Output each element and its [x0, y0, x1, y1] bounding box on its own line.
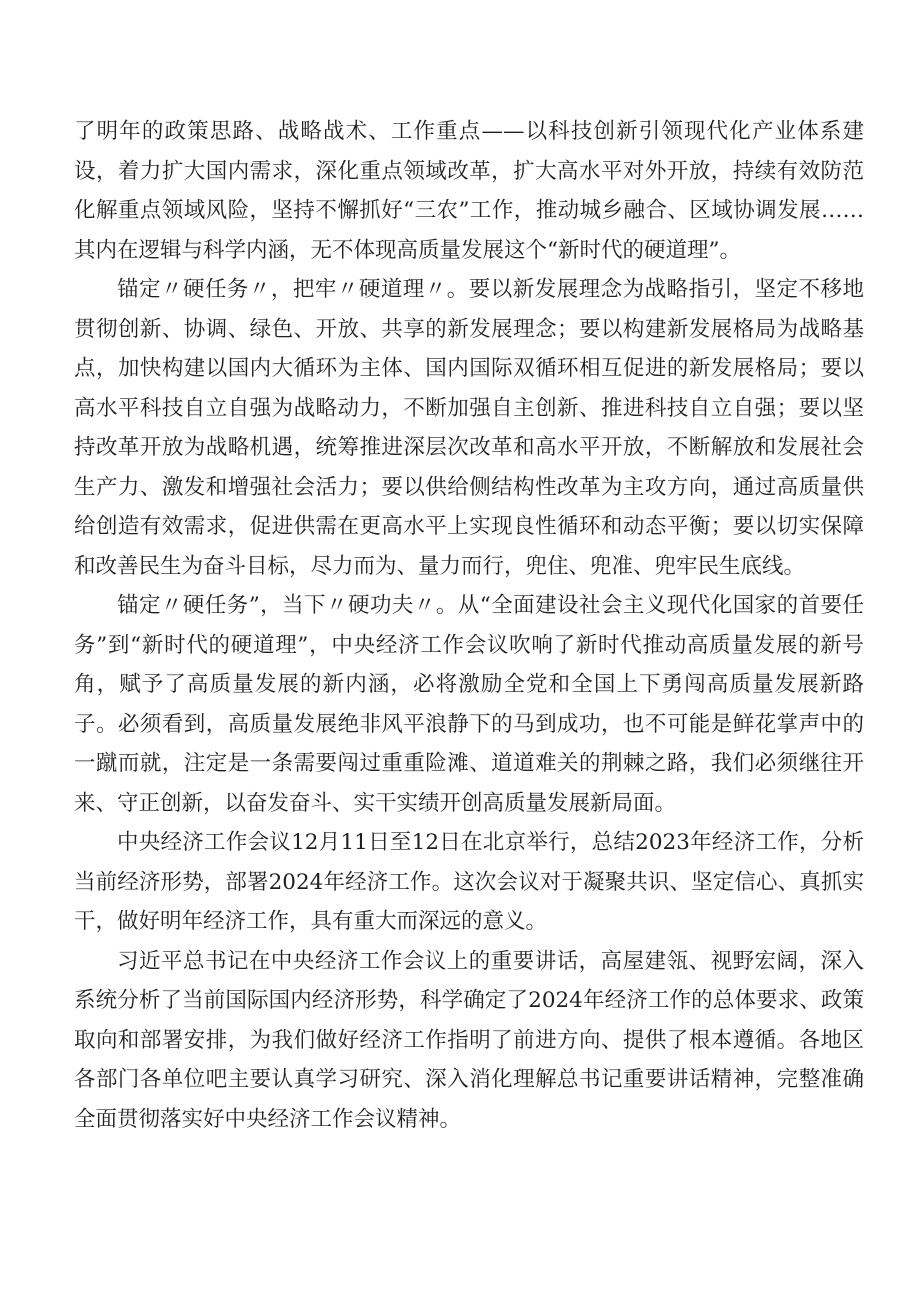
paragraph-hard-work: 锚定〃硬任务”，当下〃硬功夫〃。从“全面建设社会主义现代化国家的首要任务”到“新时代的硬道理”，中央经济工作会议吹响了新时代推动高质量发展的新号角，赋予了高质量发展的新内涵，必将激励全党和全国上下勇闯高质量发展新路子。必须看到，高质量发展绝非风平浪静下的马到成功，也不可能是鲜花掌声中的一蹴而就，注定是一条需要闯过重重险滩、道道难关的荆棘之路，我们必须继往开来、守正创新，以奋发奋斗、实干实绩开创高质量发展新局面。: [74, 593, 864, 816]
paragraph-hard-truth: 锚定〃硬任务〃，把牢〃硬道理〃。要以新发展理念为战略指引，坚定不移地贯彻创新、协调、绿色、开放、共享的新发展理念；要以构建新发展格局为战略基点，加快构建以国内大循环为主体、国内国际双循环相互促进的新发展格局；要以高水平科技自立自强为战略动力，不断加强自主创新、推进科技自立自强；要以坚持改革开放为战略机遇，统筹推进深层次改革和高水平开放，不断解放和发展社会生产力、激发和增强社会活力；要以供给侧结构性改革为主攻方向，通过高质量供给创造有效需求，促进供需在更高水平上实现良性循环和动态平衡；要以切实保障和改善民生为奋斗目标，尽力而为、量力而行，兜住、兜准、兜牢民生底线。: [74, 277, 864, 579]
paragraph-continued: 了明年的政策思路、战略战术、工作重点——以科技创新引领现代化产业体系建设，着力扩大国内需求，深化重点领域改革，扩大高水平对外开放，持续有效防范化解重点领域风险，坚持不懈抓好“三农”工作，推动城乡融合、区域协调发展……其内在逻辑与科学内涵，无不体现高质量发展这个“新时代的硬道理”。: [74, 119, 864, 263]
paragraph-conference-news: 中央经济工作会议12月11日至12日在北京举行，总结2023年经济工作，分析当前经济形势，部署2024年经济工作。这次会议对于凝聚共识、坚定信心、真抓实干，做好明年经济工作，具有重大而深远的意义。: [74, 830, 864, 934]
paragraph-speech-summary: 习近平总书记在中央经济工作会议上的重要讲话，高屋建瓴、视野宏阔，深入系统分析了当前国际国内经济形势，科学确定了2024年经济工作的总体要求、政策取向和部署安排，为我们做好经济工作指明了前进方向、提供了根本遵循。各地区各部门各单位吧主要认真学习研究、深入消化理解总书记重要讲话精神，完整准确全面贯彻落实好中央经济工作会议精神。: [74, 948, 864, 1132]
document-body: [74, 112, 864, 1139]
